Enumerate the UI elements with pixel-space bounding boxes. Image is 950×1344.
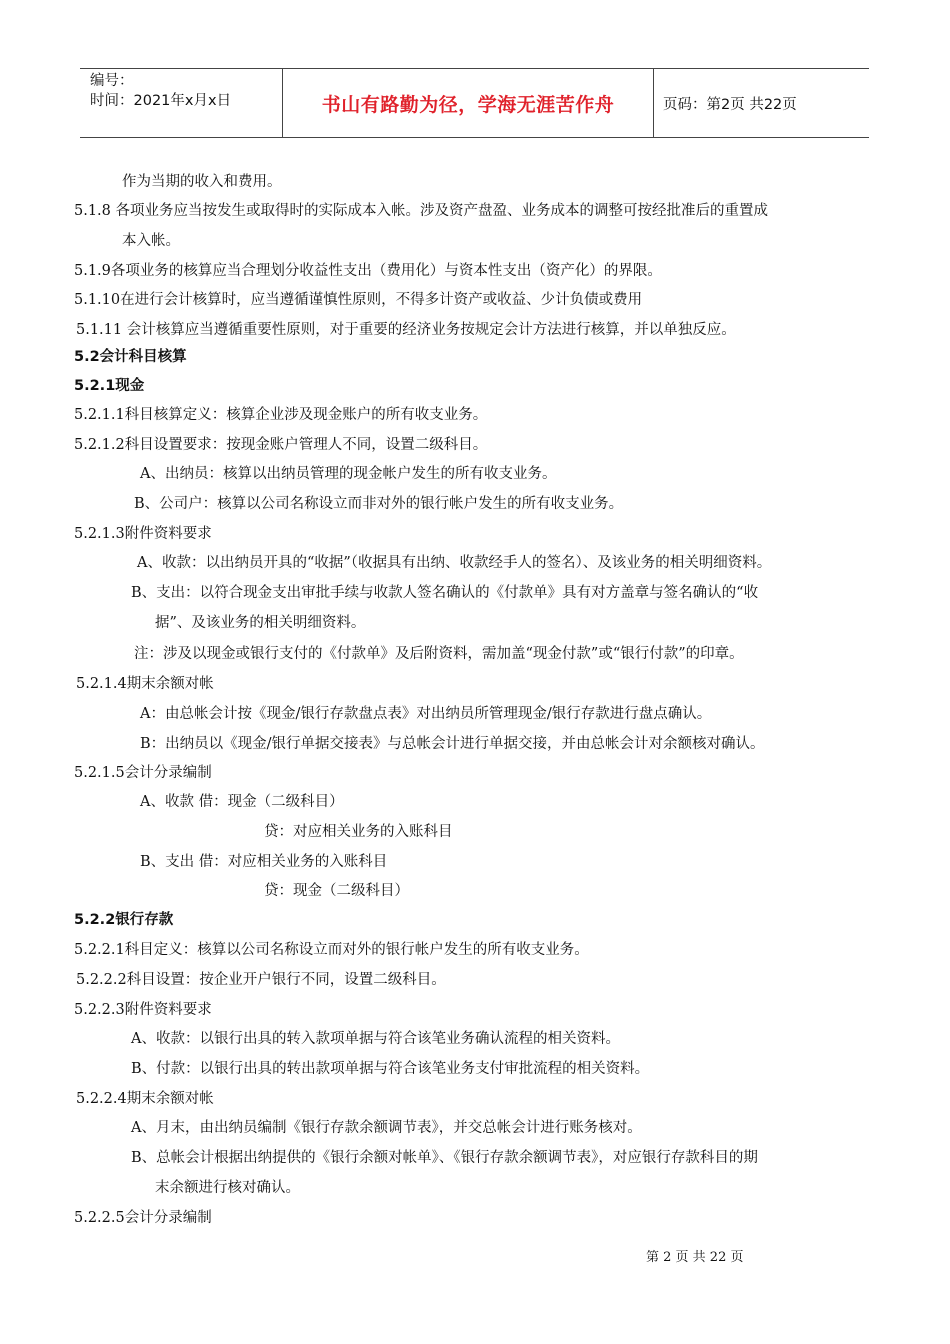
item-line: B、付款：以银行出具的转出款项单据与符合该笔业务支付审批流程的相关资料。	[131, 1061, 650, 1077]
note-line: 注：涉及以现金或银行支付的《付款单》及后附资料，需加盖“现金付款”或“银行付款”的印章。	[134, 646, 744, 662]
item-line: 据”、及该业务的相关明细资料。	[155, 615, 366, 631]
entry-line: A、收款 借：现金（二级科目）	[140, 794, 344, 810]
document-date-label: 时间：2021年x月x日	[90, 93, 232, 109]
header-motto: 书山有路勤为径，学海无涯苦作舟	[321, 93, 615, 116]
subsection-heading: 5.2.1现金	[74, 378, 145, 394]
clause-line: 5.2.1.2科目设置要求：按现金账户管理人不同，设置二级科目。	[74, 437, 488, 453]
clause-line: 5.2.1.3附件资料要求	[74, 526, 212, 542]
item-line: A、收款：以银行出具的转入款项单据与符合该笔业务确认流程的相关资料。	[131, 1031, 620, 1047]
item-line: A、收款：以出纳员开具的“收据”（收据具有出纳、收款经手人的签名）、及该业务的相关明细资料。	[137, 555, 772, 571]
clause-line: 5.2.2.3附件资料要求	[74, 1002, 212, 1018]
item-line: A：由总帐会计按《现金/银行存款盘点表》对出纳员所管理现金/银行存款进行盘点确认。	[140, 706, 712, 722]
section-heading: 5.2会计科目核算	[74, 349, 187, 365]
clause-line: 5.2.1.5会计分录编制	[74, 765, 212, 781]
clause-line: 5.2.2.4期末余额对帐	[76, 1091, 214, 1107]
item-line: B、公司户：核算以公司名称设立而非对外的银行帐户发生的所有收支业务。	[134, 496, 624, 512]
entry-line: 贷：对应相关业务的入账科目	[264, 824, 453, 840]
clause-5-1-9: 5.1.9各项业务的核算应当合理划分收益性支出（费用化）与资本性支出（资产化）的界限。	[74, 263, 662, 279]
clause-5-1-8: 5.1.8 各项业务应当按发生或取得时的实际成本入帐。涉及资产盘盈、业务成本的调整可按经批准后的重置成	[74, 203, 768, 219]
clause-line: 5.2.2.5会计分录编制	[74, 1210, 212, 1226]
clause-line: 5.2.2.1科目定义：核算以公司名称设立而对外的银行帐户发生的所有收支业务。	[74, 942, 589, 958]
clause-5-1-11: 5.1.11 会计核算应当遵循重要性原则，对于重要的经济业务按规定会计方法进行核算，并以单独反应。	[76, 322, 736, 338]
clause-line: 5.2.1.4期末余额对帐	[76, 676, 214, 692]
body-line: 作为当期的收入和费用。	[122, 174, 282, 190]
item-line: A、出纳员：核算以出纳员管理的现金帐户发生的所有收支业务。	[140, 466, 557, 482]
clause-line: 5.2.1.1科目核算定义：核算企业涉及现金账户的所有收支业务。	[74, 407, 488, 423]
item-line: B：出纳员以《现金/银行单据交接表》与总帐会计进行单据交接，并由总帐会计对余额核对确认。	[140, 736, 765, 752]
clause-line: 5.2.2.2科目设置：按企业开户银行不同，设置二级科目。	[76, 972, 446, 988]
page-footer: 第 2 页 共 22 页	[646, 1250, 744, 1265]
entry-line: B、支出 借：对应相关业务的入账科目	[140, 854, 388, 870]
item-line: B、总帐会计根据出纳提供的《银行余额对帐单》、《银行存款余额调节表》，对应银行存款科目的期	[131, 1150, 758, 1166]
item-line: 末余额进行核对确认。	[155, 1180, 300, 1196]
body-line: 本入帐。	[122, 233, 180, 249]
item-line: B、支出：以符合现金支出审批手续与收款人签名确认的《付款单》具有对方盖章与签名确认的“收	[131, 585, 759, 601]
clause-5-1-10: 5.1.10在进行会计核算时，应当遵循谨慎性原则，不得多计资产或收益、少计负债或费用	[74, 292, 643, 308]
entry-line: 贷：现金（二级科目）	[264, 883, 409, 899]
subsection-heading: 5.2.2银行存款	[74, 912, 174, 928]
document-number-label: 编号：	[90, 73, 134, 89]
header-page-number: 页码：第2页 共22页	[663, 96, 797, 113]
item-line: A、月末，由出纳员编制《银行存款余额调节表》，并交总帐会计进行账务核对。	[131, 1120, 642, 1136]
